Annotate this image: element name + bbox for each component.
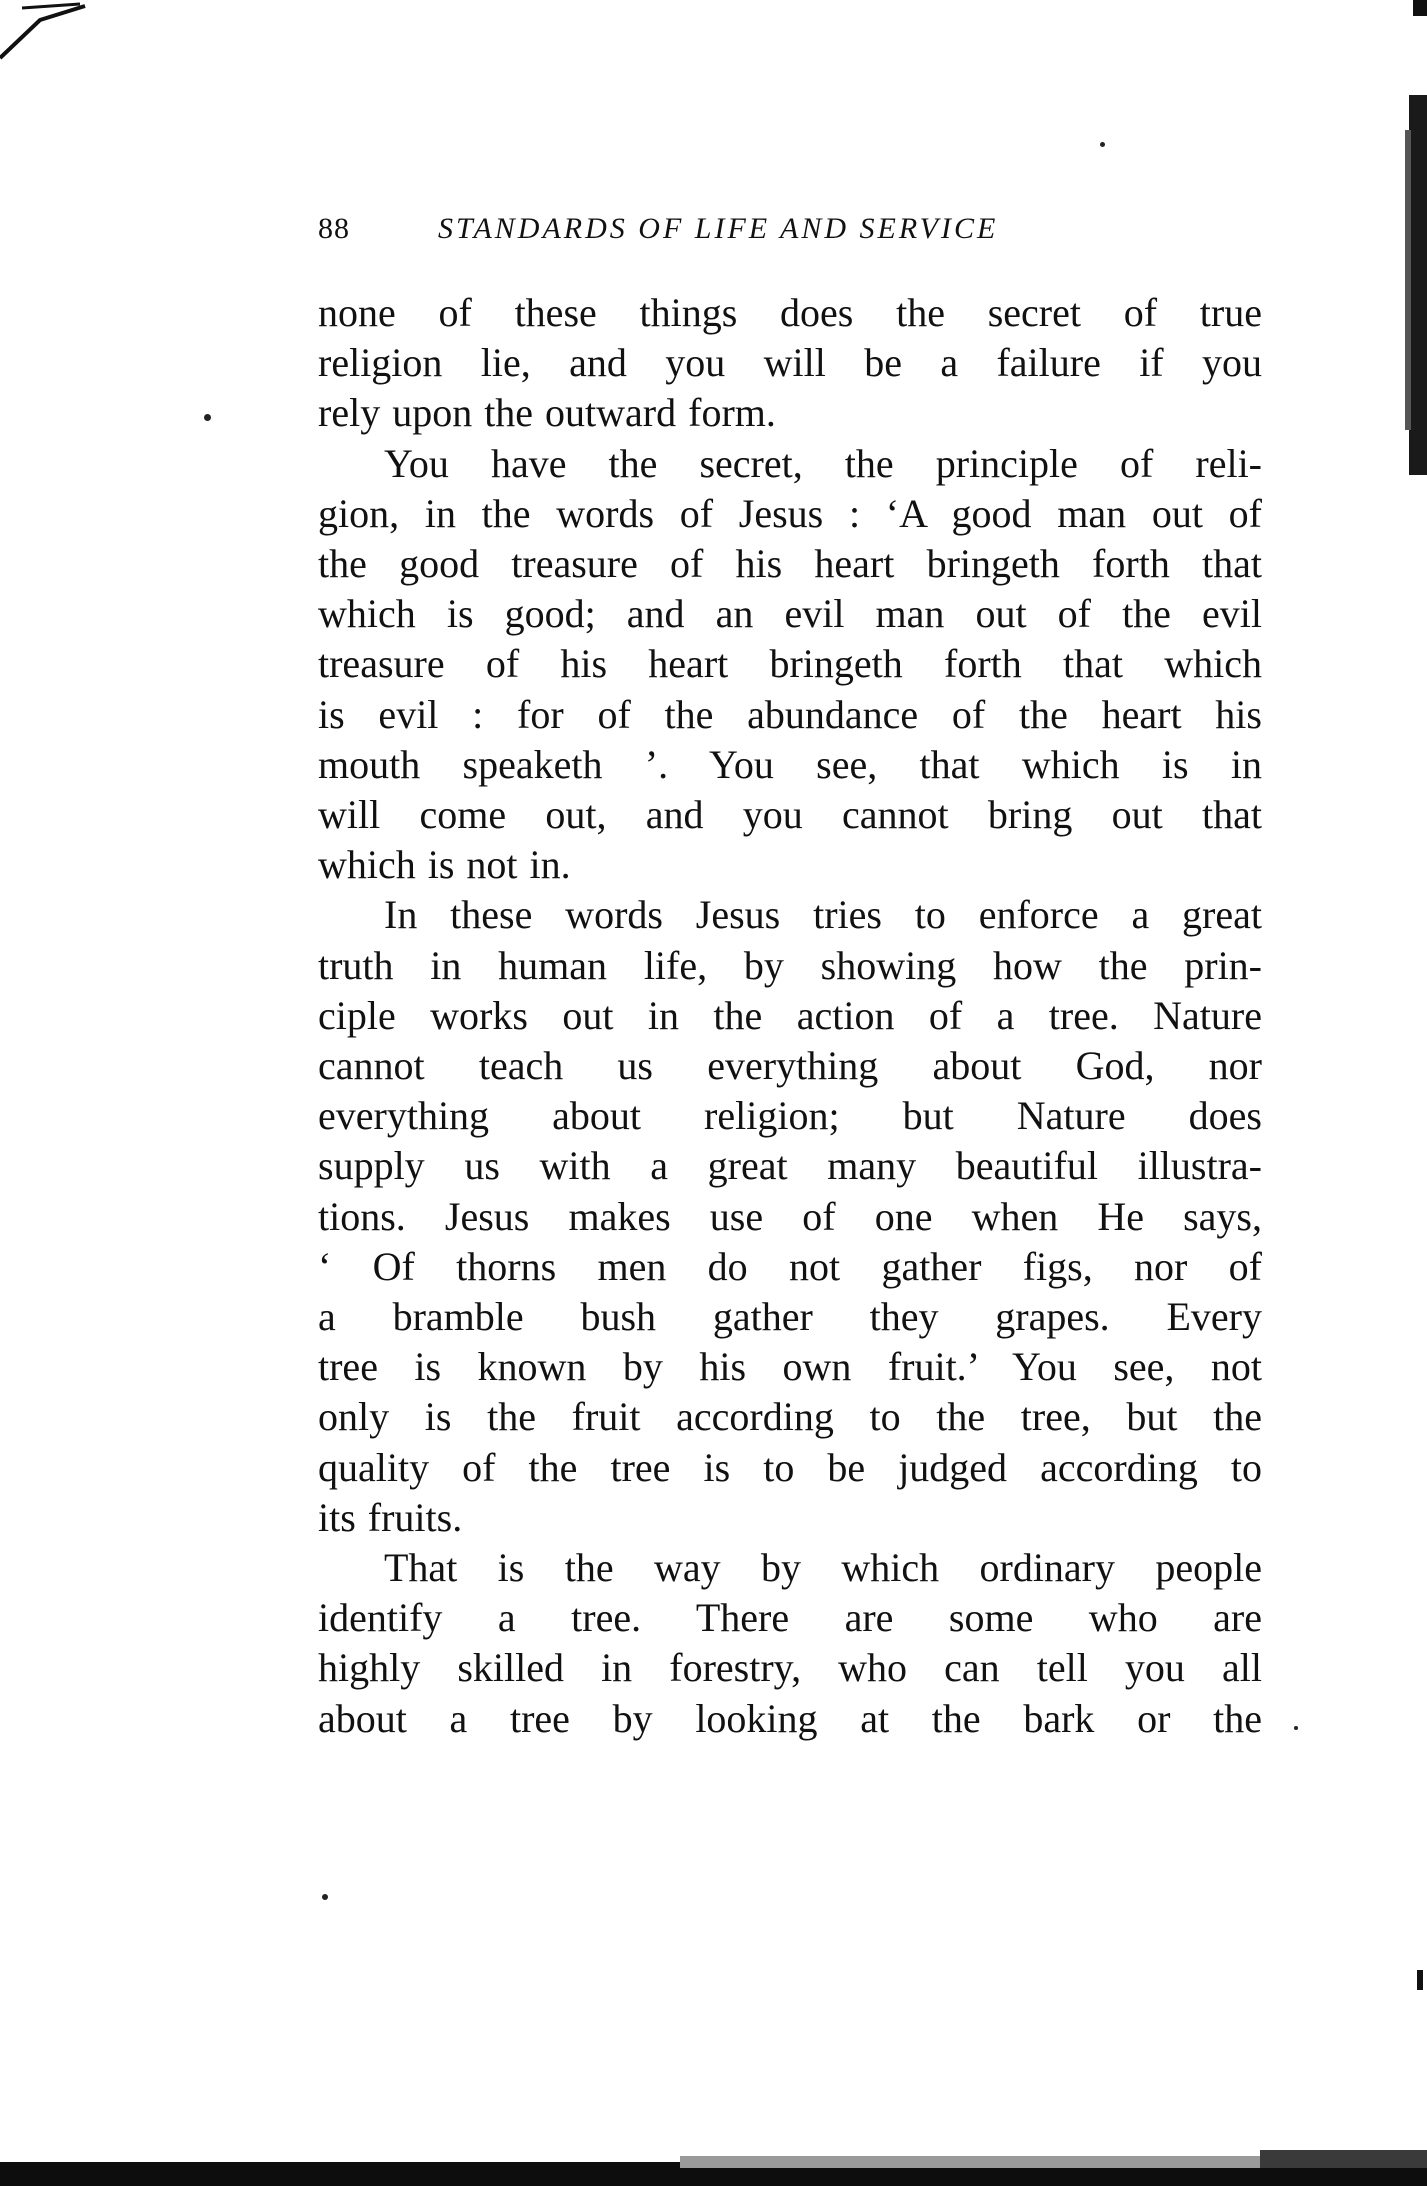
text-line: its fruits. [318, 1494, 463, 1540]
text-line: only is the fruit according to the tree, but the [318, 1394, 1262, 1440]
text-line: You have the secret, the principle of reli- [384, 440, 1262, 486]
scan-stroke-mark [0, 0, 90, 60]
text-line: cannot teach us everything about God, nor [318, 1043, 1262, 1089]
text-line: That is the way by which ordinary people [384, 1545, 1262, 1591]
text-line: ‘ Of thorns men do not gather figs, nor of [318, 1243, 1262, 1289]
text-line: which is good; and an evil man out of the evil [318, 591, 1262, 637]
text-line: identify a tree. There are some who are [318, 1595, 1262, 1641]
text-line: supply us with a great many beautiful illustra- [318, 1143, 1262, 1189]
text-line: a bramble bush gather they grapes. Every [318, 1294, 1262, 1340]
text-line: which is not in. [318, 842, 571, 888]
binding-shadow [1399, 0, 1427, 2186]
paragraph [318, 1543, 1262, 1744]
text-line: tions. Jesus makes use of one when He says, [318, 1193, 1262, 1239]
text-line: rely upon the outward form. [318, 390, 776, 436]
paragraph [318, 890, 1262, 1543]
dust-speck [1294, 1726, 1298, 1730]
running-title: STANDARDS OF LIFE AND SERVICE [438, 212, 999, 245]
text-line: tree is known by his own fruit.’ You see, not [318, 1344, 1262, 1390]
page-number: 88 [318, 212, 350, 245]
text-line: highly skilled in forestry, who can tell you all [318, 1645, 1262, 1691]
text-line: about a tree by looking at the bark or the [318, 1695, 1262, 1741]
text-line: is evil : for of the abundance of the heart his [318, 691, 1262, 737]
text-line: In these words Jesus tries to enforce a great [384, 892, 1262, 938]
text-line: everything about religion; but Nature does [318, 1093, 1262, 1139]
dust-speck [204, 414, 211, 421]
text-line: none of these things does the secret of true [318, 290, 1262, 335]
text-line: religion lie, and you will be a failure if you [318, 340, 1262, 386]
scan-bottom-edge [0, 2142, 1427, 2186]
text-line: quality of the tree is to be judged according to [318, 1444, 1262, 1490]
text-line: truth in human life, by showing how the prin- [318, 942, 1262, 988]
dust-speck [1100, 142, 1105, 147]
paragraph [318, 439, 1262, 891]
text-line: mouth speaketh ’. You see, that which is in [318, 741, 1262, 787]
text-line: ciple works out in the action of a tree. Nature [318, 992, 1262, 1038]
dust-speck [322, 1894, 328, 1900]
text-line: treasure of his heart bringeth forth that which [318, 641, 1262, 687]
body-text [318, 288, 1262, 1744]
text-line: will come out, and you cannot bring out that [318, 792, 1262, 838]
text-line: the good treasure of his heart bringeth forth that [318, 541, 1262, 587]
paragraph [318, 288, 1262, 439]
text-line: gion, in the words of Jesus : ‘A good man out of [318, 490, 1262, 536]
running-head [318, 212, 1138, 256]
